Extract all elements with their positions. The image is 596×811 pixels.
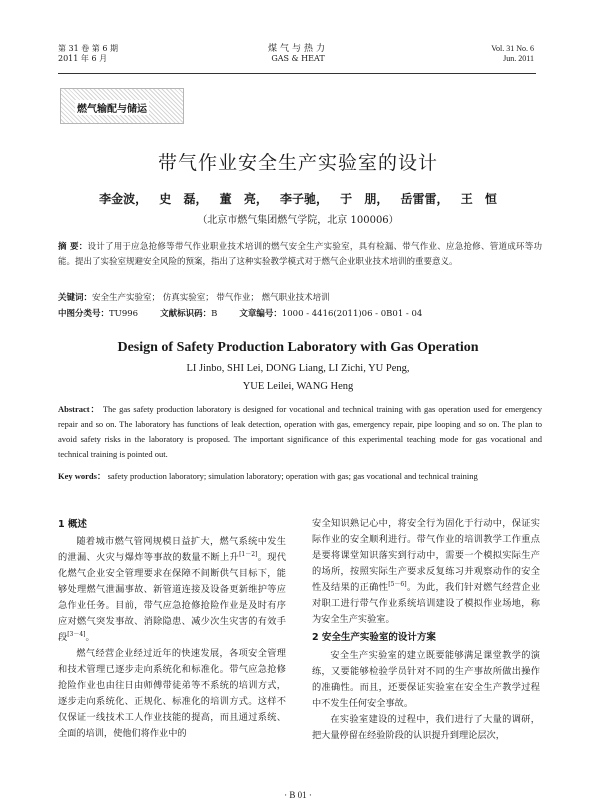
section-heading-2: 2 安全生产实验室的设计方案 [312,632,436,643]
header-date-en: Jun. 2011 [503,54,534,63]
authors-cn: 李金波， 史 磊， 董 亮， 李子驰， 于 朋， 岳雷雷， 王 恒 [99,192,497,206]
authors-en [0,360,596,396]
doc-code-label: 文献标识码： [160,309,212,319]
body-paragraph: 燃气经营企业经过近年的快速发展，各项安全管理和技术管理已逐步走向系统化和标准化。带气应急抢修抢险作业也由往日由师傅带徒弟等不系统的培训方式，逐步走向系统化、正规化、标准化的培训方式。这样不仅保证一线技术工人作业技能的提高，而且通过系统、全面的培训，使他们将作业中的 [58,648,286,739]
body-text: 。 [85,632,95,643]
body-text: 。为此，我们针对燃气经营企业对职工进行带气作业系统培训建设了模拟作业场地，称为安全生产实验室。 [312,582,541,625]
keywords-cn-text: 安全生产实验室； 仿真实验室； 带气作业； 燃气职业技术培训 [92,293,330,303]
abstract-en-text: The gas safety production laboratory is designed for vocational and technical training with gas operation used for emergency repair and so on. The laboratory has functions of leak detection, operation with gas, emergency repair, pipe looping and so on. The plan to avoid safety risks in the laboratory is proposed. The important significance of this experimental teaching mode for gas vocational and technical training is pointed out. [58,404,543,459]
citation-ref: [1－2] [239,550,258,558]
clc-label: 中图分类号： [58,309,110,319]
journal-name-en: GAS & HEAT [271,54,325,63]
body-paragraph: 在实验室建设的过程中，我们进行了大量的调研，把大量停留在经验阶段的认识提升到理论层次， [312,714,540,741]
abstract-cn [58,240,542,270]
keywords-en [58,469,542,484]
section-tag-label: 燃气输配与储运 [75,100,149,115]
abstract-cn-text: 设计了用于应急抢修等带气作业职业技术培训的燃气安全生产实验室，具有检漏、带气作业、应急抢修、管道成环等功能。提出了实验室规避安全风险的预案，指出了这种实验教学模式对于燃气企业职业技术培训的重要意义。 [58,242,542,267]
section-heading-1: 1 概述 [58,519,87,530]
header-divider [58,73,536,74]
body-column-left [58,516,286,742]
abstract-en-label: Abstract： [58,404,100,414]
abstract-en [58,402,542,462]
doc-code-value: B [211,309,218,319]
article-title-cn: 带气作业安全生产实验室的设计 [157,152,438,174]
keywords-cn-label: 关键词： [58,293,93,303]
clc-value: TU996 [109,309,139,319]
authors-en-line2: YUE Leilei, WANG Heng [242,381,354,392]
header-volume-issue: 第 31 卷 第 6 期 [58,44,118,53]
keywords-cn [58,291,542,303]
header-date-cn: 2011 年 6 月 [58,54,108,63]
article-title-en: Design of Safety Production Laboratory with Gas Operation [117,340,479,355]
classification-line [58,307,542,319]
body-paragraph [58,534,286,646]
citation-ref: [5－6] [388,580,407,588]
article-number-label: 文章编号： [239,309,282,319]
body-text: 安全知识熟记心中，将安全行为固化于行动中，保证实际作业的安全顺利进行。带气作业的培训教学工作重点是要将课堂知识落实到行动中，需要一个模拟实际生产的场所，按照实际生产要求反复练习并观察动作的安全性及结果的正确性 [312,518,540,593]
body-paragraph [312,516,540,628]
body-column-right [312,516,540,744]
body-paragraph: 安全生产实验室的建立既要能够满足课堂教学的演练，又要能够检验学员针对不同的生产事故所做出操作的准确性。而且，还要保证实验室在安全生产教学过程中不发生任何安全事故。 [312,650,540,709]
body-text: 。现代化燃气企业安全管理要求在保障不间断供气目标下，能够处理燃气泄漏事故、新管道连接及设备更新维护等应急作业任务。目前，带气应急抢修抢险作业是及时有序应对燃气突发事故、消除隐患、减少次生灾害的有效手段 [58,552,287,643]
header-volume-info-en [491,44,534,64]
page-number: · B 01 · [284,790,312,800]
affiliation-cn: （北京市燃气集团燃气学院，北京 100006） [197,215,399,226]
journal-name-cn: 煤气与热力 [267,44,328,54]
keywords-en-label: Key words： [58,471,106,481]
abstract-cn-label: 摘 要： [58,242,88,252]
citation-ref: [3－4] [67,630,86,638]
keywords-en-text: safety production laboratory; simulation laboratory; operation with gas; gas vocational and technical training [107,471,478,481]
section-tag-box [60,88,184,124]
authors-en-line1: LI Jinbo, SHI Lei, DONG Liang, LI Zichi, YU Peng, [186,363,410,374]
article-number-value: 1000 - 4416(2011)06 - 0B01 - 04 [281,309,423,319]
body-text: 随着城市燃气管网规模日益扩大，燃气系统中发生的泄漏、火灾与爆炸等事故的数量不断上升 [58,536,286,563]
header-volume-en: Vol. 31 No. 6 [491,44,534,53]
